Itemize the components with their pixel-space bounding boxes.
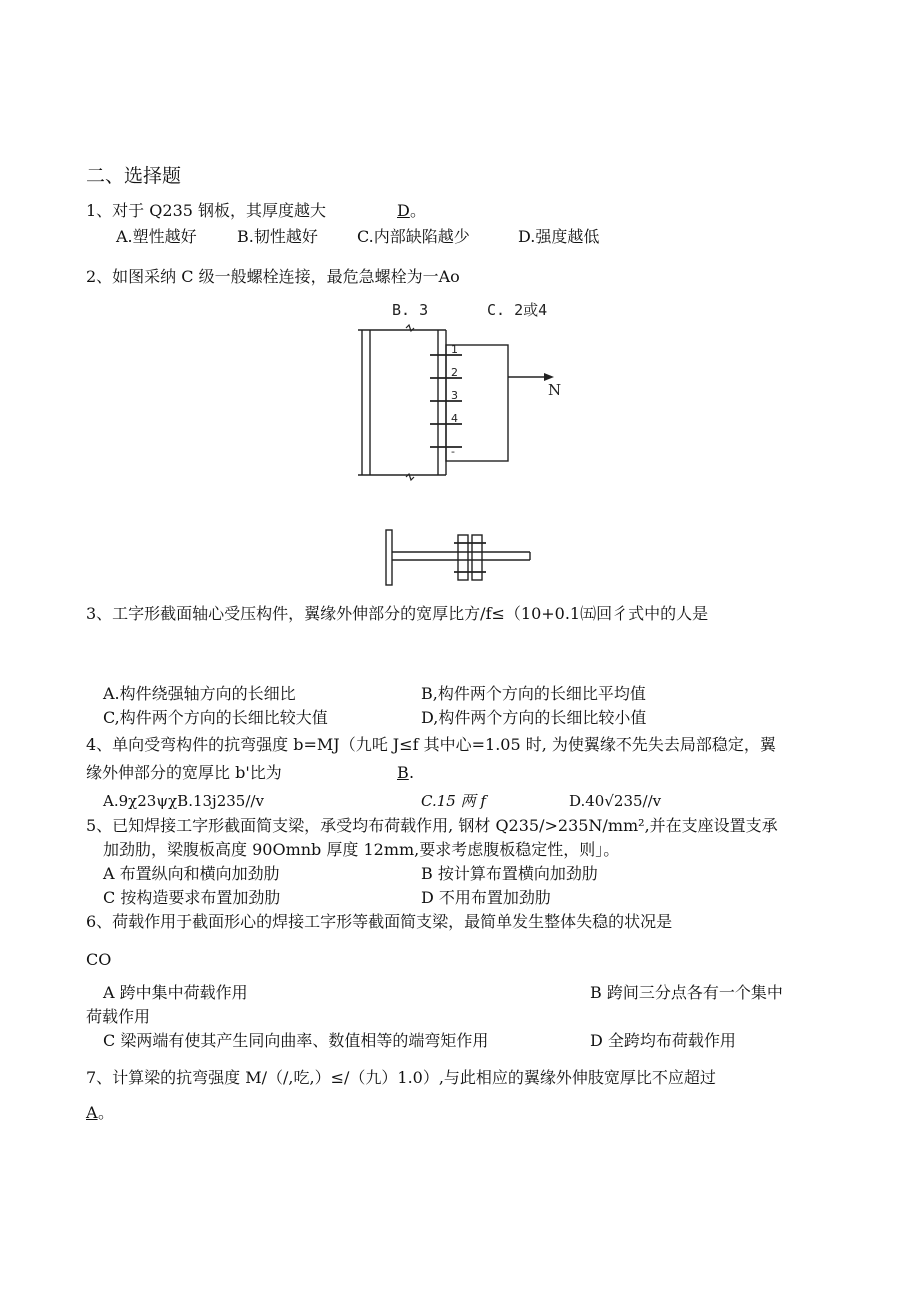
q4-line2: 缘外伸部分的宽厚比 b'比为 xyxy=(86,763,282,782)
q5-line2: 加劲肋，梁腹板高度 90Omnb 厚度 12mm,要求考虑腹板稳定性，则」。 xyxy=(103,840,620,859)
fig-option-b: B. 3 xyxy=(392,301,429,319)
q6-stem: 6、荷载作用于截面形心的焊接工字形等截面简支梁，最简单发生整体失稳的状况是 xyxy=(86,912,673,931)
q6-option-c: C 梁两端有使其产生同向曲率、数值相等的端弯矩作用 xyxy=(103,1031,489,1050)
q2-stem: 2、如图采纳 C 级一般螺栓连接，最危急螺栓为一Ao xyxy=(86,267,460,286)
q3-option-c: C,构件两个方向的长细比较大值 xyxy=(103,708,328,727)
q6-answer-line: CO xyxy=(86,950,112,969)
q1-answer: D xyxy=(397,201,410,220)
q5-line1: 5、已知焊接工字形截面简支梁，承受均布荷载作用, 钢材 Q235∕>235N∕mm²,并在支座设置支承 xyxy=(86,816,778,835)
force-label: N xyxy=(548,381,562,399)
q6-option-b-line1: B 跨间三分点各有一个集中 xyxy=(590,983,783,1002)
q7-stem: 7、计算梁的抗弯强度 M∕（∕,吃,）≤∕（九）1.0）,与此相应的翼缘外伸肢宽厚比不应超过 xyxy=(86,1068,716,1087)
q6-option-b-line2: 荷载作用 xyxy=(86,1007,151,1026)
q5-option-b: B 按计算布置横向加劲肋 xyxy=(421,864,598,883)
bolt-label-3: 3 xyxy=(451,389,458,402)
q1-option-b: B.韧性越好 xyxy=(237,227,318,246)
q1-option-a: A.塑性越好 xyxy=(116,227,197,246)
q1-stem: 1、对于 Q235 钢板，其厚度越大 xyxy=(86,201,327,220)
q1-option-d: D.强度越低 xyxy=(518,227,600,246)
q4-option-c: C.15 两 f xyxy=(421,792,486,810)
bolt-connection-figure xyxy=(350,295,590,590)
force-arrow xyxy=(508,373,554,381)
bolt-label-5: - xyxy=(451,445,455,458)
bolt-label-4: 4 xyxy=(451,412,458,425)
bolt-label-1: 1 xyxy=(451,343,458,356)
q4-end: . xyxy=(409,763,415,782)
break-marks xyxy=(406,325,414,480)
q4-line1: 4、单向受弯构件的抗弯强度 b=MJ（九吒 J≤f 其中心=1.05 时, 为使翼缘不先失去局部稳定，翼 xyxy=(86,735,776,754)
column-member xyxy=(358,330,446,475)
q7-answer: A xyxy=(86,1103,98,1122)
plan-view xyxy=(386,530,530,585)
q6-option-d: D 全跨均布荷载作用 xyxy=(590,1031,736,1050)
connection-plate xyxy=(446,345,508,461)
q3-option-a: A.构件绕强轴方向的长细比 xyxy=(103,684,296,703)
q5-option-c: C 按构造要求布置加劲肋 xyxy=(103,888,281,907)
q3-stem: 3、工字形截面轴心受压构件，翼缘外伸部分的宽厚比方/f≤（10+0.1㈤回彳式中的人是 xyxy=(86,604,709,623)
bolt-label-2: 2 xyxy=(451,366,458,379)
q4-option-d: D.40√235∕∕v xyxy=(569,792,662,810)
section-title: 二、选择题 xyxy=(86,165,182,187)
q1-end: 。 xyxy=(410,201,427,220)
q4-answer: B xyxy=(397,763,409,782)
q1-option-c: C.内部缺陷越少 xyxy=(357,227,470,246)
fig-option-c: C. 2或4 xyxy=(487,301,548,319)
q3-option-b: B,构件两个方向的长细比平均值 xyxy=(421,684,646,703)
q3-option-d: D,构件两个方向的长细比较小值 xyxy=(421,708,647,727)
q7-end: 。 xyxy=(98,1103,115,1122)
q5-option-d: D 不用布置加劲肋 xyxy=(421,888,551,907)
q4-option-ab: A.9χ23ψχB.13j235∕∕v xyxy=(103,792,264,810)
q6-option-a: A 跨中集中荷载作用 xyxy=(103,983,248,1002)
q5-option-a: A 布置纵向和横向加劲肋 xyxy=(103,864,280,883)
